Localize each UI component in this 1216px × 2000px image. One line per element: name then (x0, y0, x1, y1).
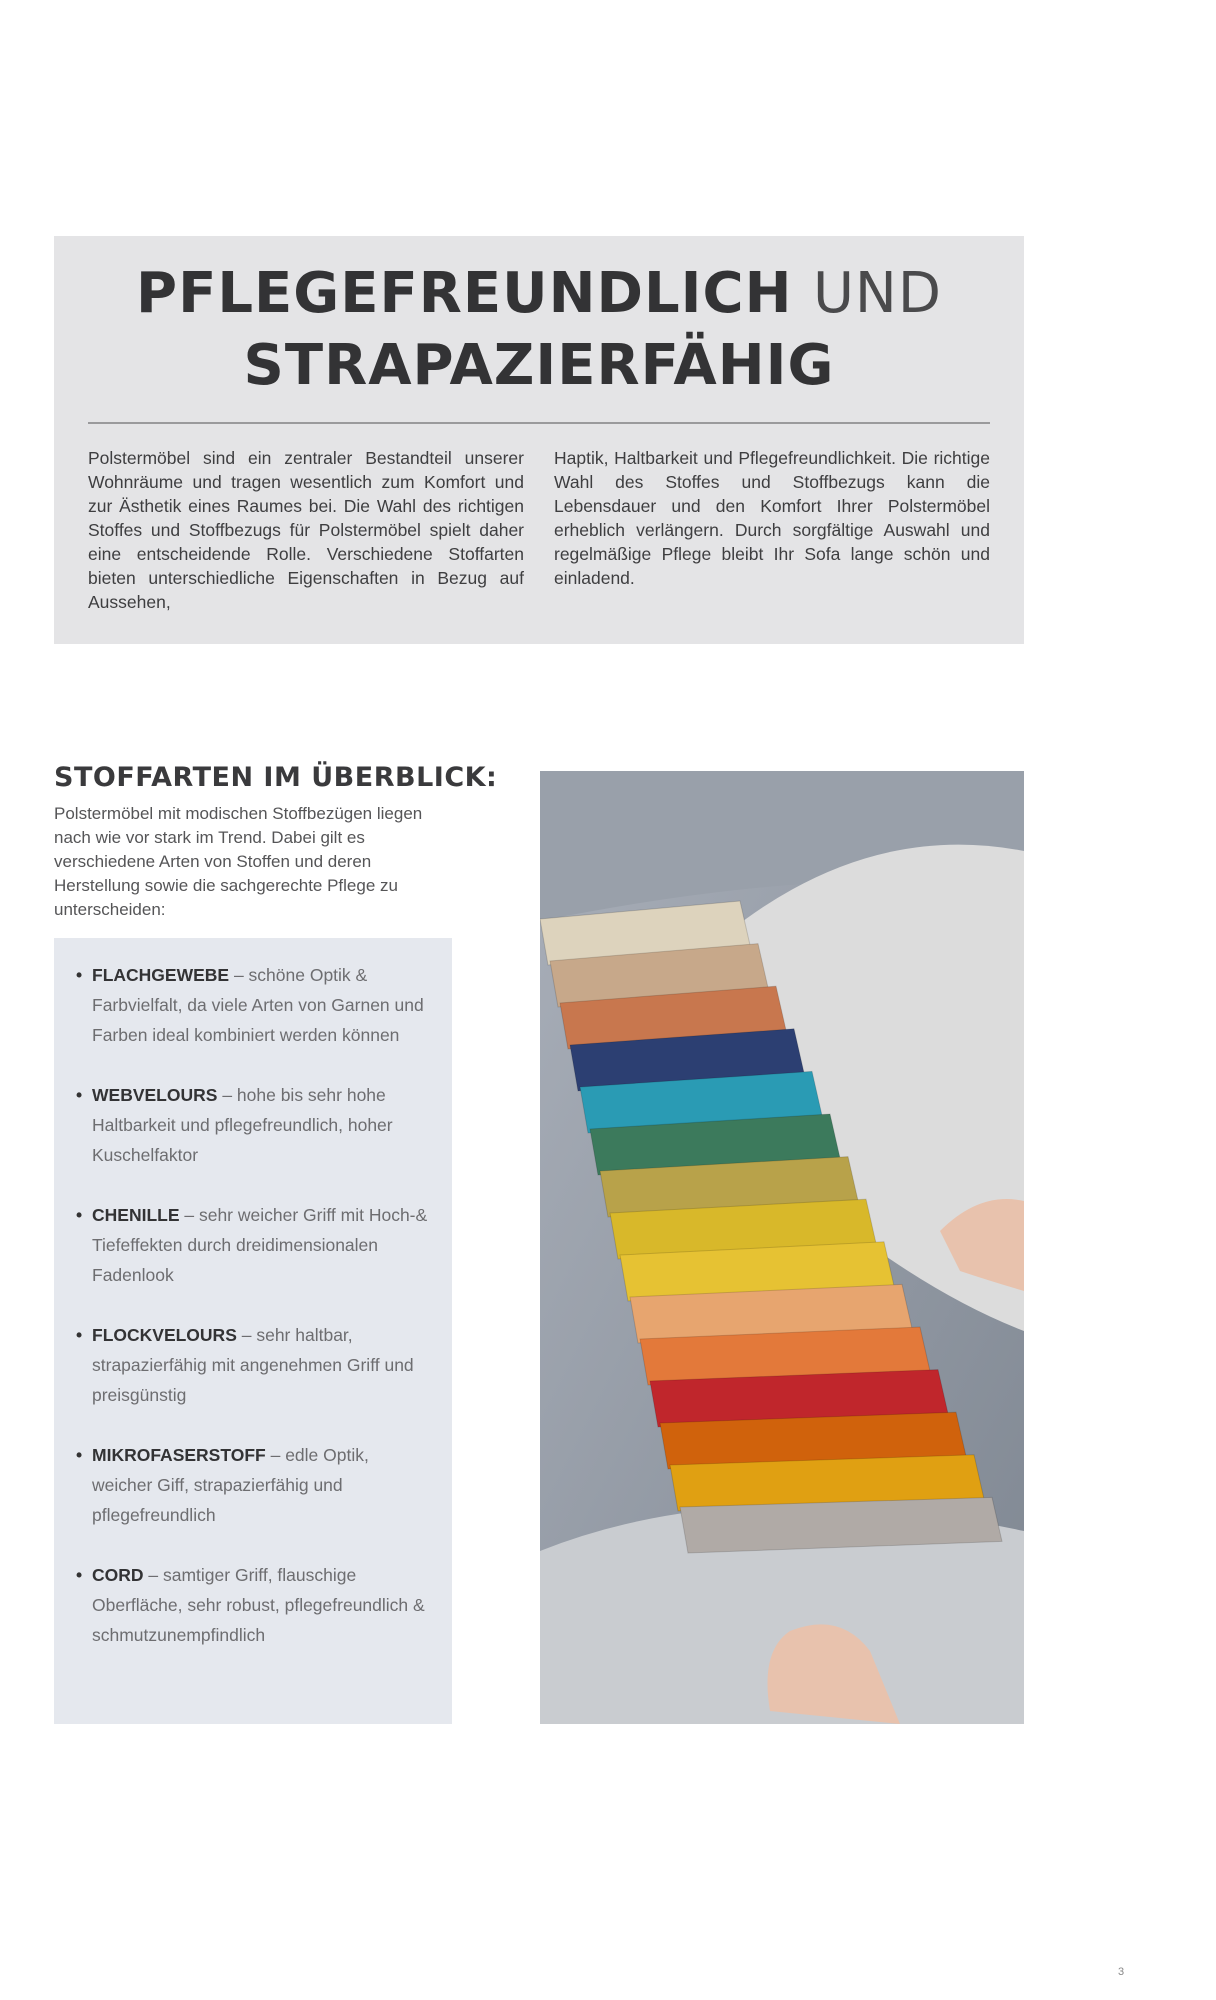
fabric-description: – sehr haltbar, strapazierfähig mit angenehmen Griff und preisgünstig (92, 1325, 414, 1405)
title-light-part: UND (812, 261, 942, 326)
page-number: 3 (1118, 1966, 1125, 1978)
title-divider (88, 422, 990, 424)
overview-text: Polstermöbel mit modischen Stoffbezügen liegen nach wie vor stark im Trend. Dabei gilt es verschiedene Arten von Stoffen und deren Herstellung sowie die sachgerechte Pflege zu unterscheiden: (54, 804, 423, 919)
fabric-name: CORD (92, 1565, 144, 1585)
bullet-icon: • (76, 1085, 83, 1105)
fabric-description: – samtiger Griff, flauschige Oberfläche, sehr robust, pflegefreundlich & schmutzunempfindlich (92, 1565, 425, 1645)
intro-text (88, 446, 990, 614)
intro-column-2: Haptik, Haltbarkeit und Pflegefreundlichkeit. Die richtige Wahl des Stoffes und Stoffbezugs kann die Lebensdauer und den Komfort Ihrer Polstermöbel erheblich verlängern. Durch sorgfältige Auswahl und regelmäßige Pflege bleibt Ihr Sofa lange schön und einladend. (554, 448, 990, 588)
intro-box (54, 236, 1024, 644)
fabric-types-list (54, 938, 452, 1724)
fabric-description: – schöne Optik & Farbvielfalt, da viele Arten von Garnen und Farben ideal kombiniert werden können (92, 965, 424, 1045)
bullet-icon: • (76, 1205, 83, 1225)
bullet-icon: • (76, 1445, 83, 1465)
bullet-icon: • (76, 965, 83, 985)
intro-column-1: Polstermöbel sind ein zentraler Bestandteil unserer Wohnräume und tragen wesentlich zum Komfort und zur Ästhetik eines Raumes bei. Die Wahl des richtigen Stoffes und Stoffbezugs für Polstermöbel spielt daher eine entscheidende Rolle. Verschiedene Stoffarten bieten unterschiedliche Eigenschaften in Bezug auf Aussehen, (88, 448, 524, 612)
bullet-icon: • (76, 1325, 83, 1345)
overview-heading: STOFFARTEN IM ÜBERBLICK: (54, 762, 498, 793)
fabric-description: – sehr weicher Griff mit Hoch-& Tiefeffekten durch dreidimensionalen Fadenlook (92, 1205, 428, 1285)
bullet-icon: • (76, 1565, 83, 1585)
fabric-name: MIKROFASERSTOFF (92, 1445, 266, 1465)
list-item (76, 1320, 432, 1410)
title-bold-part: PFLEGEFREUNDLICH (136, 261, 793, 326)
page-title (88, 258, 990, 402)
fabric-description: – edle Optik, weicher Giff, strapazierfähig und pflegefreundlich (92, 1445, 369, 1525)
list-item (76, 960, 432, 1050)
list-item (76, 1440, 432, 1530)
fabric-description: – hohe bis sehr hohe Haltbarkeit und pflegefreundlich, hoher Kuschelfaktor (92, 1085, 393, 1165)
fabric-name: CHENILLE (92, 1205, 180, 1225)
fabric-name: FLACHGEWEBE (92, 965, 230, 985)
title-second-line: STRAPAZIERFÄHIG (243, 333, 835, 398)
list-item (76, 1560, 432, 1650)
list-item (76, 1080, 432, 1170)
fabric-name: WEBVELOURS (92, 1085, 218, 1105)
fabric-swatches-photo (540, 771, 1024, 1724)
list-item (76, 1200, 432, 1290)
fabric-name: FLOCKVELOURS (92, 1325, 237, 1345)
